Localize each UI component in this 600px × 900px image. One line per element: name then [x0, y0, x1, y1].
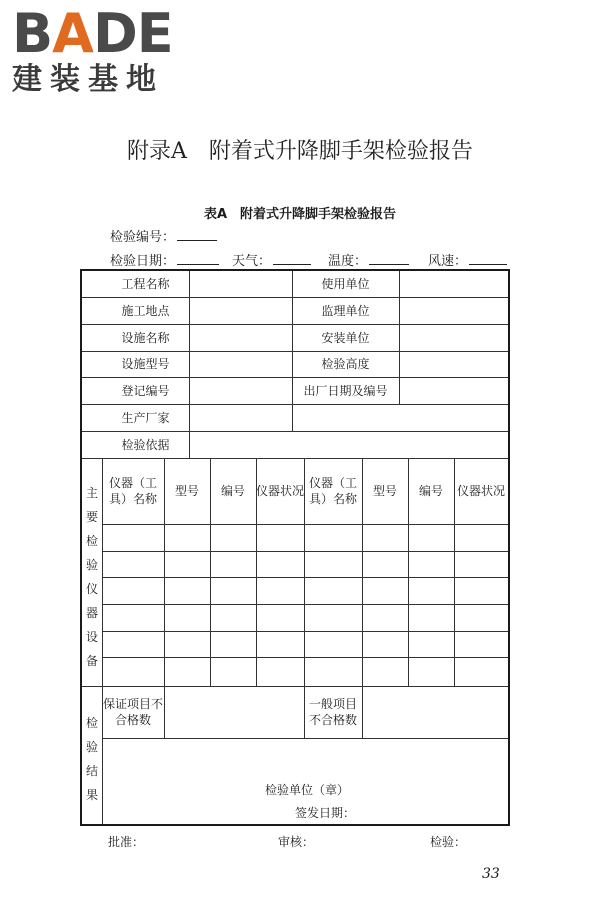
label-issue-date: 签发日期：	[294, 806, 355, 820]
section-main-instruments: 主要检验仪器设备	[85, 486, 98, 668]
header-status-1: 仪器状况	[256, 484, 305, 498]
section-inspection-results: 检验结果	[85, 716, 98, 802]
label-site: 施工地点	[121, 303, 170, 318]
label-inspection-basis: 检验依据	[121, 437, 170, 452]
label-facility-name: 设施名称	[121, 330, 170, 345]
temperature-label: 温度：	[328, 250, 409, 269]
header-status-2: 仪器状况	[456, 484, 505, 498]
footer-review: 审核：	[278, 835, 315, 849]
header-instrument-name-2: 仪器（工具）名称	[308, 476, 357, 506]
label-facility-model: 设施型号	[121, 357, 170, 371]
header-model-1: 型号	[174, 484, 199, 498]
report-table	[80, 269, 510, 826]
header-number-1: 编号	[220, 484, 245, 498]
label-guarantee-nonconforming: 保证项目不合格数	[102, 697, 163, 727]
label-supervision-unit: 监理单位	[321, 303, 370, 318]
brand-subtitle: 建装基地	[12, 62, 164, 97]
header-number-2: 编号	[418, 484, 443, 498]
footer-approve: 批准：	[108, 835, 145, 849]
brand-logo: BADE	[12, 2, 173, 65]
label-inspection-unit: 检验单位（章）	[264, 783, 349, 797]
label-install-unit: 安装单位	[321, 330, 370, 345]
appendix-title: 附录A 附着式升降脚手架检验报告	[127, 139, 473, 164]
page-number: 33	[482, 866, 500, 882]
table-title: 表A 附着式升降脚手架检验报告	[203, 207, 397, 222]
label-general-nonconforming: 一般项目不合格数	[308, 697, 357, 727]
inspection-date-label: 检验日期：	[110, 250, 219, 269]
inspection-no-label: 检验编号：	[110, 226, 217, 245]
header-model-2: 型号	[372, 484, 397, 498]
label-user-unit: 使用单位	[321, 277, 370, 291]
label-registration-no: 登记编号	[121, 383, 170, 398]
label-manufacturer: 生产厂家	[121, 410, 170, 425]
header-instrument-name-1: 仪器（工具）名称	[108, 476, 157, 506]
weather-label: 天气：	[232, 250, 311, 269]
footer-inspect: 检验：	[430, 835, 467, 849]
label-project-name: 工程名称	[121, 277, 170, 291]
label-manufacture-date: 出厂日期及编号	[303, 383, 388, 398]
label-inspection-height: 检验高度	[321, 357, 370, 371]
wind-speed-label: 风速：	[428, 250, 507, 269]
